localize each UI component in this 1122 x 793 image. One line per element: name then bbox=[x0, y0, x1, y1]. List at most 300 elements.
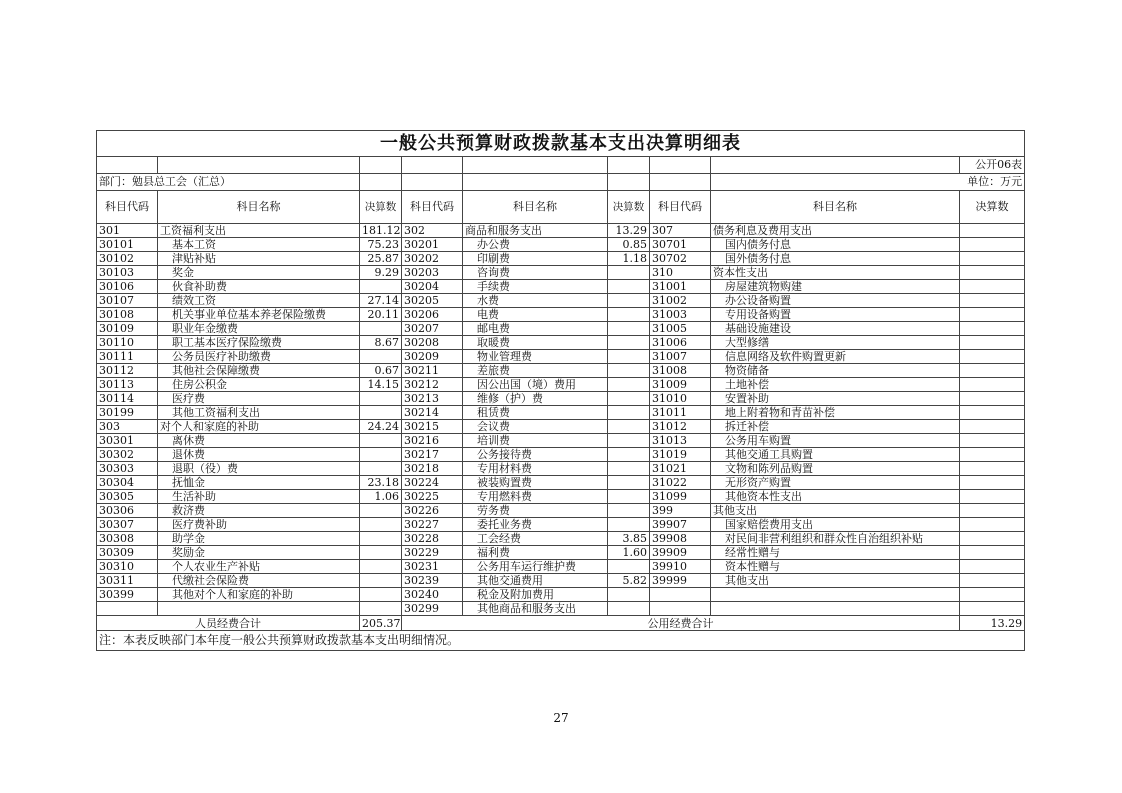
personnel-total-label: 人员经费合计 bbox=[97, 616, 360, 631]
item-name: 退职（役）费 bbox=[158, 462, 360, 476]
table-row bbox=[97, 266, 1025, 280]
item-code: 30101 bbox=[97, 238, 158, 252]
item-name: 会议费 bbox=[463, 420, 608, 434]
public-total-label: 公用经费合计 bbox=[402, 616, 960, 631]
item-name: 绩效工资 bbox=[158, 294, 360, 308]
item-amount bbox=[360, 462, 402, 476]
item-code: 30301 bbox=[97, 434, 158, 448]
item-code: 31012 bbox=[650, 420, 711, 434]
item-code: 30310 bbox=[97, 560, 158, 574]
item-code: 31021 bbox=[650, 462, 711, 476]
form-code: 公开06表 bbox=[960, 157, 1025, 174]
item-amount bbox=[960, 504, 1025, 518]
table-row bbox=[97, 560, 1025, 574]
item-name: 津贴补贴 bbox=[158, 252, 360, 266]
item-name: 物业管理费 bbox=[463, 350, 608, 364]
item-name: 地上附着物和青苗补偿 bbox=[711, 406, 960, 420]
item-code: 30212 bbox=[402, 378, 463, 392]
item-amount bbox=[360, 448, 402, 462]
item-code: 399 bbox=[650, 504, 711, 518]
item-amount bbox=[960, 378, 1025, 392]
item-amount bbox=[960, 322, 1025, 336]
item-code: 30702 bbox=[650, 252, 711, 266]
item-code: 30207 bbox=[402, 322, 463, 336]
header-row bbox=[97, 191, 1025, 224]
table-row bbox=[97, 280, 1025, 294]
item-code: 30226 bbox=[402, 504, 463, 518]
item-amount bbox=[960, 560, 1025, 574]
item-code: 30202 bbox=[402, 252, 463, 266]
table-row bbox=[97, 434, 1025, 448]
table-row bbox=[97, 532, 1025, 546]
item-code: 30302 bbox=[97, 448, 158, 462]
item-amount bbox=[608, 560, 650, 574]
item-amount: 25.87 bbox=[360, 252, 402, 266]
item-name: 经常性赠与 bbox=[711, 546, 960, 560]
item-code: 30108 bbox=[97, 308, 158, 322]
table-row bbox=[97, 602, 1025, 616]
item-amount bbox=[360, 560, 402, 574]
item-amount bbox=[608, 448, 650, 462]
table-row bbox=[97, 448, 1025, 462]
item-code: 31011 bbox=[650, 406, 711, 420]
item-amount: 20.11 bbox=[360, 308, 402, 322]
item-amount: 27.14 bbox=[360, 294, 402, 308]
item-amount bbox=[608, 462, 650, 476]
item-amount bbox=[360, 546, 402, 560]
item-name: 咨询费 bbox=[463, 266, 608, 280]
item-code: 30228 bbox=[402, 532, 463, 546]
item-code: 30213 bbox=[402, 392, 463, 406]
item-code: 30225 bbox=[402, 490, 463, 504]
item-name: 土地补偿 bbox=[711, 378, 960, 392]
item-name: 对个人和家庭的补助 bbox=[158, 420, 360, 434]
item-amount: 75.23 bbox=[360, 238, 402, 252]
item-amount: 0.67 bbox=[360, 364, 402, 378]
item-code: 30102 bbox=[97, 252, 158, 266]
item-name: 大型修缮 bbox=[711, 336, 960, 350]
item-name: 国内债务付息 bbox=[711, 238, 960, 252]
header-name: 科目名称 bbox=[463, 191, 608, 224]
header-name: 科目名称 bbox=[158, 191, 360, 224]
item-code: 31003 bbox=[650, 308, 711, 322]
item-code: 30114 bbox=[97, 392, 158, 406]
item-code: 31007 bbox=[650, 350, 711, 364]
item-amount bbox=[608, 602, 650, 616]
item-amount bbox=[360, 406, 402, 420]
item-name: 个人农业生产补贴 bbox=[158, 560, 360, 574]
item-amount bbox=[360, 392, 402, 406]
item-name bbox=[711, 588, 960, 602]
table-row bbox=[97, 462, 1025, 476]
header-code: 科目代码 bbox=[650, 191, 711, 224]
item-code: 30309 bbox=[97, 546, 158, 560]
item-amount bbox=[960, 448, 1025, 462]
item-amount bbox=[960, 350, 1025, 364]
item-amount bbox=[360, 518, 402, 532]
item-name: 专用燃料费 bbox=[463, 490, 608, 504]
item-amount bbox=[608, 350, 650, 364]
item-amount bbox=[960, 574, 1025, 588]
table-row bbox=[97, 378, 1025, 392]
page-number: 27 bbox=[553, 711, 569, 725]
table-row bbox=[97, 420, 1025, 434]
item-amount bbox=[608, 476, 650, 490]
item-name: 资本性支出 bbox=[711, 266, 960, 280]
item-code: 30109 bbox=[97, 322, 158, 336]
item-amount bbox=[608, 322, 650, 336]
item-amount: 9.29 bbox=[360, 266, 402, 280]
item-name: 取暖费 bbox=[463, 336, 608, 350]
item-amount: 14.15 bbox=[360, 378, 402, 392]
item-code: 30701 bbox=[650, 238, 711, 252]
item-code: 30305 bbox=[97, 490, 158, 504]
item-code: 30199 bbox=[97, 406, 158, 420]
item-name: 退休费 bbox=[158, 448, 360, 462]
item-name: 国家赔偿费用支出 bbox=[711, 518, 960, 532]
item-code: 31013 bbox=[650, 434, 711, 448]
item-amount bbox=[960, 420, 1025, 434]
item-amount: 8.67 bbox=[360, 336, 402, 350]
item-name: 公务用车运行维护费 bbox=[463, 560, 608, 574]
item-name: 工会经费 bbox=[463, 532, 608, 546]
item-code: 30205 bbox=[402, 294, 463, 308]
item-name: 助学金 bbox=[158, 532, 360, 546]
item-name bbox=[711, 602, 960, 616]
item-amount: 1.18 bbox=[608, 252, 650, 266]
item-amount bbox=[960, 602, 1025, 616]
item-amount bbox=[608, 588, 650, 602]
table-row bbox=[97, 392, 1025, 406]
item-code: 310 bbox=[650, 266, 711, 280]
item-name: 国外债务付息 bbox=[711, 252, 960, 266]
table-row bbox=[97, 336, 1025, 350]
item-name: 租赁费 bbox=[463, 406, 608, 420]
item-code: 30307 bbox=[97, 518, 158, 532]
item-code: 30201 bbox=[402, 238, 463, 252]
item-name: 委托业务费 bbox=[463, 518, 608, 532]
table-row bbox=[97, 546, 1025, 560]
item-code: 30216 bbox=[402, 434, 463, 448]
table-row bbox=[97, 224, 1025, 238]
item-amount bbox=[960, 518, 1025, 532]
table-row bbox=[97, 308, 1025, 322]
item-name: 基本工资 bbox=[158, 238, 360, 252]
item-code bbox=[97, 602, 158, 616]
item-code: 30303 bbox=[97, 462, 158, 476]
item-amount bbox=[360, 322, 402, 336]
item-amount bbox=[960, 462, 1025, 476]
item-code: 31009 bbox=[650, 378, 711, 392]
public-total-value: 13.29 bbox=[960, 616, 1025, 631]
item-name: 专用设备购置 bbox=[711, 308, 960, 322]
item-name: 其他资本性支出 bbox=[711, 490, 960, 504]
item-amount bbox=[608, 420, 650, 434]
item-code: 31022 bbox=[650, 476, 711, 490]
item-name: 职工基本医疗保险缴费 bbox=[158, 336, 360, 350]
personnel-total-value: 205.37 bbox=[360, 616, 402, 631]
table-row bbox=[97, 518, 1025, 532]
header-name: 科目名称 bbox=[711, 191, 960, 224]
item-amount bbox=[608, 266, 650, 280]
item-name: 物资储备 bbox=[711, 364, 960, 378]
item-name: 医疗费 bbox=[158, 392, 360, 406]
item-name: 文物和陈列品购置 bbox=[711, 462, 960, 476]
header-amount: 决算数 bbox=[360, 191, 402, 224]
item-amount bbox=[960, 588, 1025, 602]
item-amount: 23.18 bbox=[360, 476, 402, 490]
item-name: 专用材料费 bbox=[463, 462, 608, 476]
item-code: 31006 bbox=[650, 336, 711, 350]
item-name: 其他商品和服务支出 bbox=[463, 602, 608, 616]
item-code: 31099 bbox=[650, 490, 711, 504]
item-amount bbox=[360, 574, 402, 588]
item-code: 31001 bbox=[650, 280, 711, 294]
table-row bbox=[97, 252, 1025, 266]
item-name: 其他对个人和家庭的补助 bbox=[158, 588, 360, 602]
item-code: 30211 bbox=[402, 364, 463, 378]
item-code: 31005 bbox=[650, 322, 711, 336]
item-amount bbox=[960, 224, 1025, 238]
item-code: 31002 bbox=[650, 294, 711, 308]
item-name: 抚恤金 bbox=[158, 476, 360, 490]
item-code: 30224 bbox=[402, 476, 463, 490]
item-name: 差旅费 bbox=[463, 364, 608, 378]
header-code: 科目代码 bbox=[402, 191, 463, 224]
item-name: 安置补助 bbox=[711, 392, 960, 406]
item-name: 无形资产购置 bbox=[711, 476, 960, 490]
item-code: 31008 bbox=[650, 364, 711, 378]
item-code: 30112 bbox=[97, 364, 158, 378]
item-name: 医疗费补助 bbox=[158, 518, 360, 532]
item-code: 30227 bbox=[402, 518, 463, 532]
item-amount: 181.12 bbox=[360, 224, 402, 238]
item-amount bbox=[608, 518, 650, 532]
department-label: 部门：勉县总工会（汇总） bbox=[97, 174, 360, 191]
item-amount bbox=[960, 280, 1025, 294]
item-name: 劳务费 bbox=[463, 504, 608, 518]
item-amount bbox=[960, 364, 1025, 378]
item-code bbox=[650, 588, 711, 602]
item-code: 301 bbox=[97, 224, 158, 238]
item-amount bbox=[960, 266, 1025, 280]
item-name: 维修（护）费 bbox=[463, 392, 608, 406]
item-code bbox=[650, 602, 711, 616]
item-amount bbox=[960, 392, 1025, 406]
item-code: 39908 bbox=[650, 532, 711, 546]
header-code: 科目代码 bbox=[97, 191, 158, 224]
item-code: 30208 bbox=[402, 336, 463, 350]
item-name: 因公出国（境）费用 bbox=[463, 378, 608, 392]
item-code: 30306 bbox=[97, 504, 158, 518]
item-name: 其他交通费用 bbox=[463, 574, 608, 588]
item-name: 税金及附加费用 bbox=[463, 588, 608, 602]
item-name: 印刷费 bbox=[463, 252, 608, 266]
item-code: 307 bbox=[650, 224, 711, 238]
expenditure-detail-table bbox=[96, 130, 1025, 651]
totals-row bbox=[97, 616, 1025, 631]
item-name: 公务员医疗补助缴费 bbox=[158, 350, 360, 364]
item-name: 被装购置费 bbox=[463, 476, 608, 490]
item-amount: 13.29 bbox=[608, 224, 650, 238]
item-name: 办公费 bbox=[463, 238, 608, 252]
item-name: 基础设施建设 bbox=[711, 322, 960, 336]
unit-label: 单位：万元 bbox=[711, 174, 1025, 191]
item-amount bbox=[960, 294, 1025, 308]
item-code: 30304 bbox=[97, 476, 158, 490]
table-title: 一般公共预算财政拨款基本支出决算明细表 bbox=[97, 131, 1025, 157]
item-code: 30204 bbox=[402, 280, 463, 294]
item-amount bbox=[360, 504, 402, 518]
item-name: 其他交通工具购置 bbox=[711, 448, 960, 462]
item-amount bbox=[960, 490, 1025, 504]
item-name: 资本性赠与 bbox=[711, 560, 960, 574]
item-amount bbox=[608, 294, 650, 308]
item-name: 职业年金缴费 bbox=[158, 322, 360, 336]
item-code: 30110 bbox=[97, 336, 158, 350]
item-amount: 1.06 bbox=[360, 490, 402, 504]
item-code: 30209 bbox=[402, 350, 463, 364]
item-code: 30214 bbox=[402, 406, 463, 420]
item-amount bbox=[608, 364, 650, 378]
item-name bbox=[158, 602, 360, 616]
item-code: 31019 bbox=[650, 448, 711, 462]
item-amount bbox=[608, 406, 650, 420]
table-row bbox=[97, 574, 1025, 588]
item-code: 39909 bbox=[650, 546, 711, 560]
item-code: 39910 bbox=[650, 560, 711, 574]
item-name: 福利费 bbox=[463, 546, 608, 560]
item-name: 公务接待费 bbox=[463, 448, 608, 462]
item-code: 31010 bbox=[650, 392, 711, 406]
item-name: 代缴社会保险费 bbox=[158, 574, 360, 588]
item-amount bbox=[608, 434, 650, 448]
item-name: 培训费 bbox=[463, 434, 608, 448]
item-name: 其他社会保障缴费 bbox=[158, 364, 360, 378]
item-amount bbox=[360, 602, 402, 616]
item-name: 信息网络及软件购置更新 bbox=[711, 350, 960, 364]
footnote: 注：本表反映部门本年度一般公共预算财政拨款基本支出明细情况。 bbox=[97, 631, 1025, 651]
table-row bbox=[97, 294, 1025, 308]
item-code: 30113 bbox=[97, 378, 158, 392]
item-name: 水费 bbox=[463, 294, 608, 308]
item-amount bbox=[960, 532, 1025, 546]
item-code: 302 bbox=[402, 224, 463, 238]
item-code: 30107 bbox=[97, 294, 158, 308]
table-row bbox=[97, 406, 1025, 420]
item-amount bbox=[360, 588, 402, 602]
table-row bbox=[97, 490, 1025, 504]
item-code: 30111 bbox=[97, 350, 158, 364]
item-name: 奖励金 bbox=[158, 546, 360, 560]
item-code: 30203 bbox=[402, 266, 463, 280]
item-name: 房屋建筑物购建 bbox=[711, 280, 960, 294]
item-amount bbox=[360, 350, 402, 364]
item-amount bbox=[960, 336, 1025, 350]
item-code: 30215 bbox=[402, 420, 463, 434]
item-name: 对民间非营利组织和群众性自治组织补贴 bbox=[711, 532, 960, 546]
item-name: 其他工资福利支出 bbox=[158, 406, 360, 420]
table-row bbox=[97, 350, 1025, 364]
header-amount: 决算数 bbox=[960, 191, 1025, 224]
item-code: 30240 bbox=[402, 588, 463, 602]
table-row bbox=[97, 322, 1025, 336]
item-amount bbox=[608, 336, 650, 350]
item-name: 伙食补助费 bbox=[158, 280, 360, 294]
item-amount: 24.24 bbox=[360, 420, 402, 434]
item-name: 离休费 bbox=[158, 434, 360, 448]
item-amount: 5.82 bbox=[608, 574, 650, 588]
item-amount bbox=[360, 532, 402, 546]
item-amount bbox=[608, 490, 650, 504]
item-name: 生活补助 bbox=[158, 490, 360, 504]
item-code: 39907 bbox=[650, 518, 711, 532]
item-name: 邮电费 bbox=[463, 322, 608, 336]
item-code: 30231 bbox=[402, 560, 463, 574]
item-code: 30299 bbox=[402, 602, 463, 616]
item-amount bbox=[360, 280, 402, 294]
item-code: 30239 bbox=[402, 574, 463, 588]
item-amount bbox=[960, 406, 1025, 420]
item-name: 救济费 bbox=[158, 504, 360, 518]
item-amount bbox=[608, 392, 650, 406]
item-name: 债务利息及费用支出 bbox=[711, 224, 960, 238]
item-name: 手续费 bbox=[463, 280, 608, 294]
item-code: 30308 bbox=[97, 532, 158, 546]
table-row bbox=[97, 476, 1025, 490]
item-code: 30218 bbox=[402, 462, 463, 476]
item-code: 30106 bbox=[97, 280, 158, 294]
item-code: 30206 bbox=[402, 308, 463, 322]
item-amount: 3.85 bbox=[608, 532, 650, 546]
item-name: 拆迁补偿 bbox=[711, 420, 960, 434]
item-amount bbox=[608, 378, 650, 392]
item-code: 30399 bbox=[97, 588, 158, 602]
table-row bbox=[97, 588, 1025, 602]
item-amount bbox=[960, 252, 1025, 266]
table-row bbox=[97, 504, 1025, 518]
item-code: 30229 bbox=[402, 546, 463, 560]
item-name: 办公设备购置 bbox=[711, 294, 960, 308]
table-row bbox=[97, 238, 1025, 252]
item-name: 奖金 bbox=[158, 266, 360, 280]
item-name: 商品和服务支出 bbox=[463, 224, 608, 238]
item-name: 机关事业单位基本养老保险缴费 bbox=[158, 308, 360, 322]
item-code: 30217 bbox=[402, 448, 463, 462]
table-row bbox=[97, 364, 1025, 378]
item-amount bbox=[960, 546, 1025, 560]
item-code: 30103 bbox=[97, 266, 158, 280]
item-name: 其他支出 bbox=[711, 574, 960, 588]
item-code: 39999 bbox=[650, 574, 711, 588]
item-amount: 0.85 bbox=[608, 238, 650, 252]
item-amount bbox=[608, 504, 650, 518]
item-name: 住房公积金 bbox=[158, 378, 360, 392]
item-amount bbox=[608, 280, 650, 294]
item-amount bbox=[960, 308, 1025, 322]
item-name: 电费 bbox=[463, 308, 608, 322]
item-amount bbox=[960, 434, 1025, 448]
item-name: 其他支出 bbox=[711, 504, 960, 518]
item-amount bbox=[960, 476, 1025, 490]
item-amount bbox=[360, 434, 402, 448]
item-amount bbox=[960, 238, 1025, 252]
item-code: 303 bbox=[97, 420, 158, 434]
item-amount: 1.60 bbox=[608, 546, 650, 560]
item-code: 30311 bbox=[97, 574, 158, 588]
item-name: 公务用车购置 bbox=[711, 434, 960, 448]
header-amount: 决算数 bbox=[608, 191, 650, 224]
